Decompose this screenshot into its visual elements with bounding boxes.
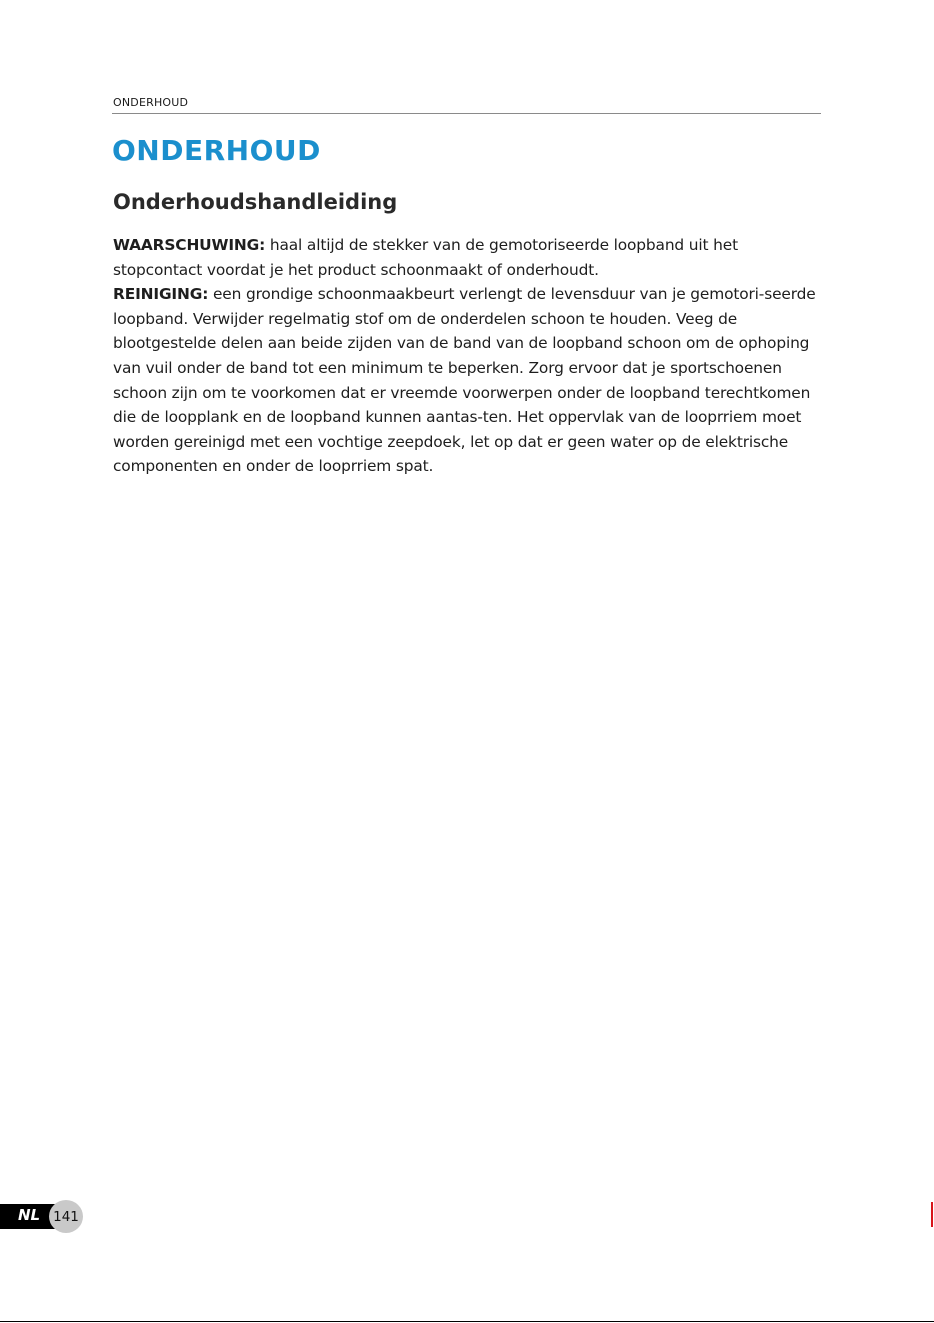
page-title: ONDERHOUD xyxy=(112,134,321,167)
cleaning-paragraph xyxy=(113,282,823,479)
language-label: NL xyxy=(18,1206,41,1224)
section-title: Onderhoudshandleiding xyxy=(113,190,398,214)
warning-text: haal altijd de stekker van de gemotoriseerde loopband uit het stopcontact voordat je het product schoonmaakt of onderhoudt. xyxy=(113,236,738,279)
page-bottom-rule xyxy=(0,1321,934,1322)
cleaning-label: REINIGING: xyxy=(113,285,209,304)
body-text xyxy=(113,233,823,479)
running-header: ONDERHOUD xyxy=(113,96,189,109)
warning-paragraph xyxy=(113,233,823,282)
page-number-badge: 141 xyxy=(49,1200,83,1233)
crop-mark xyxy=(931,1202,933,1227)
header-divider xyxy=(112,113,821,114)
warning-label: WAARSCHUWING: xyxy=(113,236,266,254)
cleaning-text: een grondige schoonmaakbeurt verlengt de levensduur van je gemotori-seerde loopband. Verwijder regelmatig stof om de onderdelen schoon te houden. Veeg de blootgestelde delen aan beide zijden van de band van de loopband schoon om de ophoping van vuil onder de band tot een minimum te beperken. Zorg ervoor dat je sportschoenen schoon zijn om te voorkomen dat er vreemde voorwerpen onder de loopband terechtkomen die de loopplank en de loopband kunnen aantas-ten. Het oppervlak van de looprriem moet worden gereinigd met een vochtige zeepdoek, let op dat er geen water op de elektrische componenten en onder de looprriem spat. xyxy=(113,285,816,476)
